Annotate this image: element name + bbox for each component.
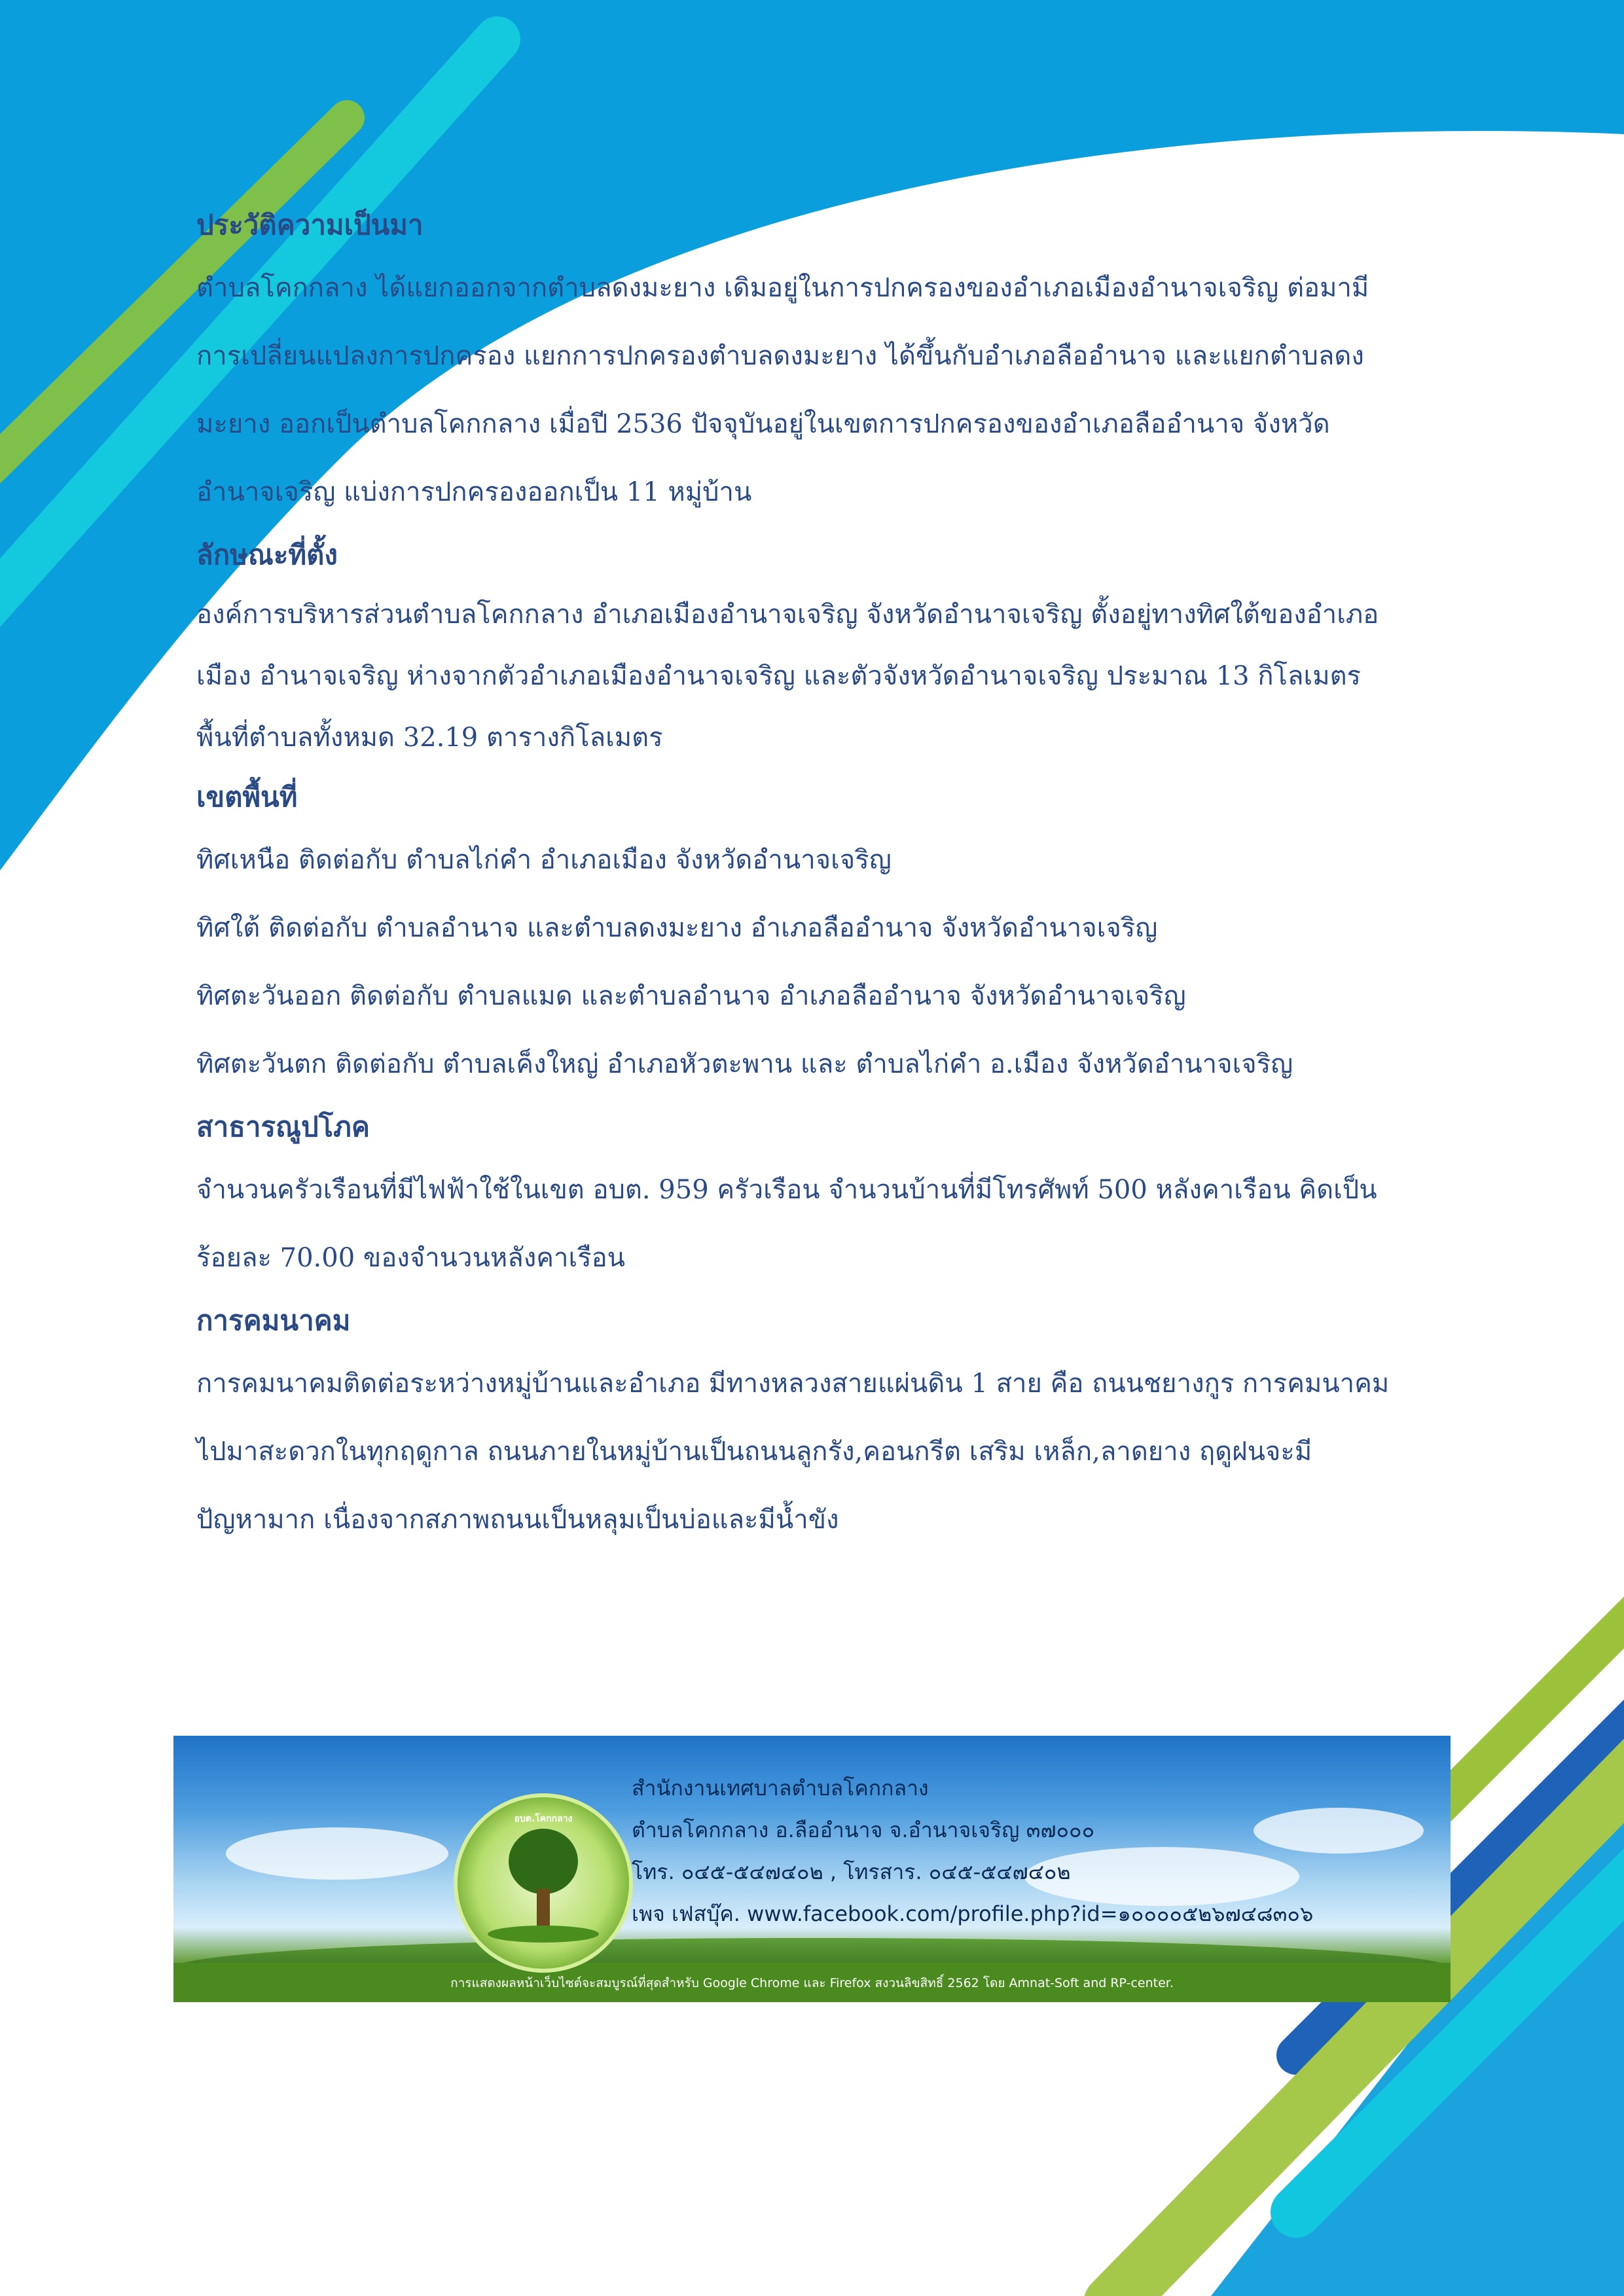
tree-icon (509, 1829, 578, 1894)
boundary-line: ทิศเหนือ ติดต่อกับ ตำบลไก่คำ อำเภอเมือง จังหวัดอำนาจเจริญ (196, 845, 892, 875)
seal-ground (488, 1926, 599, 1943)
seal-text: อบต.โคกกลาง (514, 1814, 573, 1824)
section-location (196, 526, 1440, 768)
location-line: เมือง อำนาจเจริญ ห่างจากตัวอำเภอเมืองอำนาจเจริญ และตัวจังหวัดอำนาจเจริญ ประมาณ 13 กิโลเมตร (196, 661, 1362, 691)
boundary-line: ทิศตะวันออก ติดต่อกับ ตำบลแมด และตำบลอำนาจ อำเภอลืออำนาจ จังหวัดอำนาจเจริญ (196, 981, 1186, 1011)
section-history (196, 196, 1440, 526)
section-boundaries (196, 768, 1440, 1098)
section-utilities (196, 1098, 1440, 1292)
history-line: ตำบลโคกกลาง ได้แยกออกจากตำบลดงมะยาง เดิมอยู่ในการปกครองของอำเภอเมืองอำนาจเจริญ ต่อมามี (196, 273, 1369, 303)
document-body (196, 196, 1440, 1554)
history-line: อำนาจเจริญ แบ่งการปกครองออกเป็น 11 หมู่บ้าน (196, 477, 752, 507)
transport-line: การคมนาคมติดต่อระหว่างหมู่บ้านและอำเภอ มีทางหลวงสายแผ่นดิน 1 สาย คือ ถนนชยางกูร การคมนาคม (196, 1369, 1390, 1399)
boundary-line: ทิศตะวันตก ติดต่อกับ ตำบลเค็งใหญ่ อำเภอหัวตะพาน และ ตำบลไก่คำ อ.เมือง จังหวัดอำนาจเจริญ (196, 1049, 1293, 1079)
heading-boundaries: เขตพื้นที่ (196, 781, 298, 813)
cloud-shape (226, 1827, 448, 1880)
utilities-line: จำนวนครัวเรือนที่มีไฟฟ้าใช้ในเขต อบต. 959 ครัวเรือน จำนวนบ้านที่มีโทรศัพท์ 500 หลังคาเรือน คิดเป็น (196, 1175, 1377, 1205)
history-line: การเปลี่ยนแปลงการปกครอง แยกการปกครองตำบลดงมะยาง ได้ขึ้นกับอำเภอลืออำนาจ และแยกตำบลดง (196, 341, 1364, 371)
contact-info (632, 1767, 1313, 1935)
transport-line: ไปมาสะดวกในทุกฤดูกาล ถนนภายในหมู่บ้านเป็นถนนลูกรัง,คอนกรีต เสริม เหล็ก,ลาดยาง ฤดูฝนจะมี (196, 1437, 1312, 1467)
section-transport (196, 1292, 1440, 1554)
location-line: พื้นที่ตำบลทั้งหมด 32.19 ตารางกิโลเมตร (196, 723, 663, 753)
heading-utilities: สาธารณูปโภค (196, 1111, 370, 1143)
footer-banner (173, 1736, 1451, 2002)
heading-transport: การคมนาคม (196, 1304, 351, 1336)
location-line: องค์การบริหารส่วนตำบลโคกกลาง อำเภอเมืองอำนาจเจริญ จังหวัดอำนาจเจริญ ตั้งอยู่ทางทิศใต้ของอำเภอ (196, 600, 1379, 630)
heading-location: ลักษณะที่ตั้ง (196, 539, 338, 571)
office-name: สำนักงานเทศบาลตำบลโคกกลาง (632, 1776, 929, 1801)
office-phone: โทร. ๐๔๕-๕๔๗๔๐๒ , โทรสาร. ๐๔๕-๕๔๗๔๐๒ (632, 1859, 1071, 1884)
browser-note: การแสดงผลหน้าเว็บไซต์จะสมบูรณ์ที่สุดสำหรับ Google Chrome และ Firefox สงวนลิขสิทธิ์ 2562 โดย Amnat-Soft and RP-center. (450, 1976, 1174, 1990)
tree-trunk (537, 1889, 550, 1928)
office-address: ตำบลโคกกลาง อ.ลืออำนาจ จ.อำนาจเจริญ ๓๗๐๐๐ (632, 1818, 1095, 1842)
heading-history: ประวัติความเป็นมา (196, 209, 424, 241)
boundary-line: ทิศใต้ ติดต่อกับ ตำบลอำนาจ และตำบลดงมะยาง อำเภอลืออำนาจ จังหวัดอำนาจเจริญ (196, 913, 1158, 943)
transport-line: ปัญหามาก เนื่องจากสภาพถนนเป็นหลุมเป็นบ่อและมีน้ำขัง (196, 1505, 839, 1535)
facebook-link[interactable]: เพจ เฟสบุ๊ค. www.facebook.com/profile.php?id=๑๐๐๐๐๕๒๖๗๔๘๓๐๖ (632, 1901, 1314, 1926)
history-line: มะยาง ออกเป็นตำบลโคกกลาง เมื่อปี 2536 ปัจจุบันอยู่ในเขตการปกครองของอำเภอลืออำนาจ จังหวัด (196, 409, 1330, 439)
seal-logo (454, 1793, 633, 1973)
utilities-line: ร้อยละ 70.00 ของจำนวนหลังคาเรือน (196, 1243, 625, 1273)
